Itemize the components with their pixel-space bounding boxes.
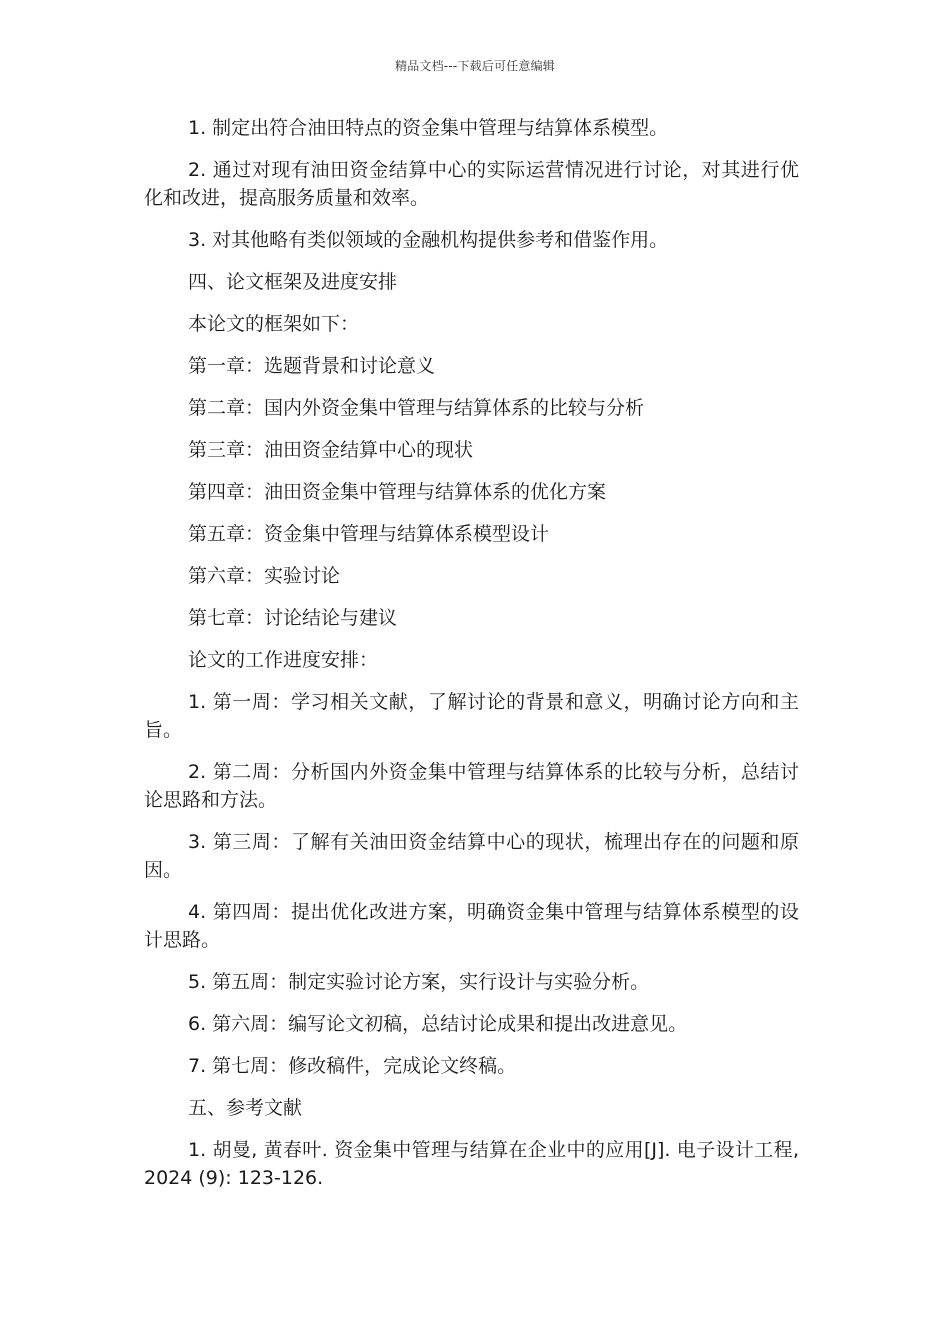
chapter-6: 第六章：实验讨论 bbox=[188, 565, 341, 587]
goal-item-2: 2. 通过对现有油田资金结算中心的实际运营情况进行讨论，对其进行优化和改进，提高服务质量和效率。 bbox=[144, 159, 799, 209]
schedule-week-5: 5. 第五周：制定实验讨论方案，实行设计与实验分析。 bbox=[188, 971, 650, 993]
section-heading-references: 五、参考文献 bbox=[188, 1097, 303, 1119]
document-body bbox=[144, 114, 799, 1206]
goal-item-3: 3. 对其他略有类似领域的金融机构提供参考和借鉴作用。 bbox=[188, 229, 669, 251]
framework-intro: 本论文的框架如下： bbox=[188, 313, 360, 335]
page-header: 精品文档---下载后可任意编辑 bbox=[395, 59, 555, 73]
schedule-week-4: 4. 第四周：提出优化改进方案，明确资金集中管理与结算体系模型的设计思路。 bbox=[144, 901, 799, 951]
chapter-1: 第一章：选题背景和讨论意义 bbox=[188, 355, 436, 377]
chapter-4: 第四章：油田资金集中管理与结算体系的优化方案 bbox=[188, 481, 607, 503]
schedule-week-3: 3. 第三周：了解有关油田资金结算中心的现状，梳理出存在的问题和原因。 bbox=[144, 831, 799, 881]
chapter-2: 第二章：国内外资金集中管理与结算体系的比较与分析 bbox=[188, 397, 645, 419]
schedule-week-1: 1. 第一周：学习相关文献，了解讨论的背景和意义，明确讨论方向和主旨。 bbox=[144, 691, 799, 741]
goal-item-1: 1. 制定出符合油田特点的资金集中管理与结算体系模型。 bbox=[188, 117, 669, 139]
schedule-intro: 论文的工作进度安排： bbox=[188, 649, 379, 671]
schedule-week-2: 2. 第二周：分析国内外资金集中管理与结算体系的比较与分析，总结讨论思路和方法。 bbox=[144, 761, 799, 811]
chapter-7: 第七章：讨论结论与建议 bbox=[188, 607, 398, 629]
schedule-week-7: 7. 第七周：修改稿件，完成论文终稿。 bbox=[188, 1055, 517, 1077]
schedule-week-6: 6. 第六周：编写论文初稿，总结讨论成果和提出改进意见。 bbox=[188, 1013, 688, 1035]
chapter-5: 第五章：资金集中管理与结算体系模型设计 bbox=[188, 523, 550, 545]
section-heading-framework: 四、论文框架及进度安排 bbox=[188, 271, 398, 293]
reference-item-1: 1. 胡曼, 黄春叶. 资金集中管理与结算在企业中的应用[J]. 电子设计工程, 2024 (9): 123-126. bbox=[144, 1139, 799, 1189]
chapter-3: 第三章：油田资金结算中心的现状 bbox=[188, 439, 474, 461]
